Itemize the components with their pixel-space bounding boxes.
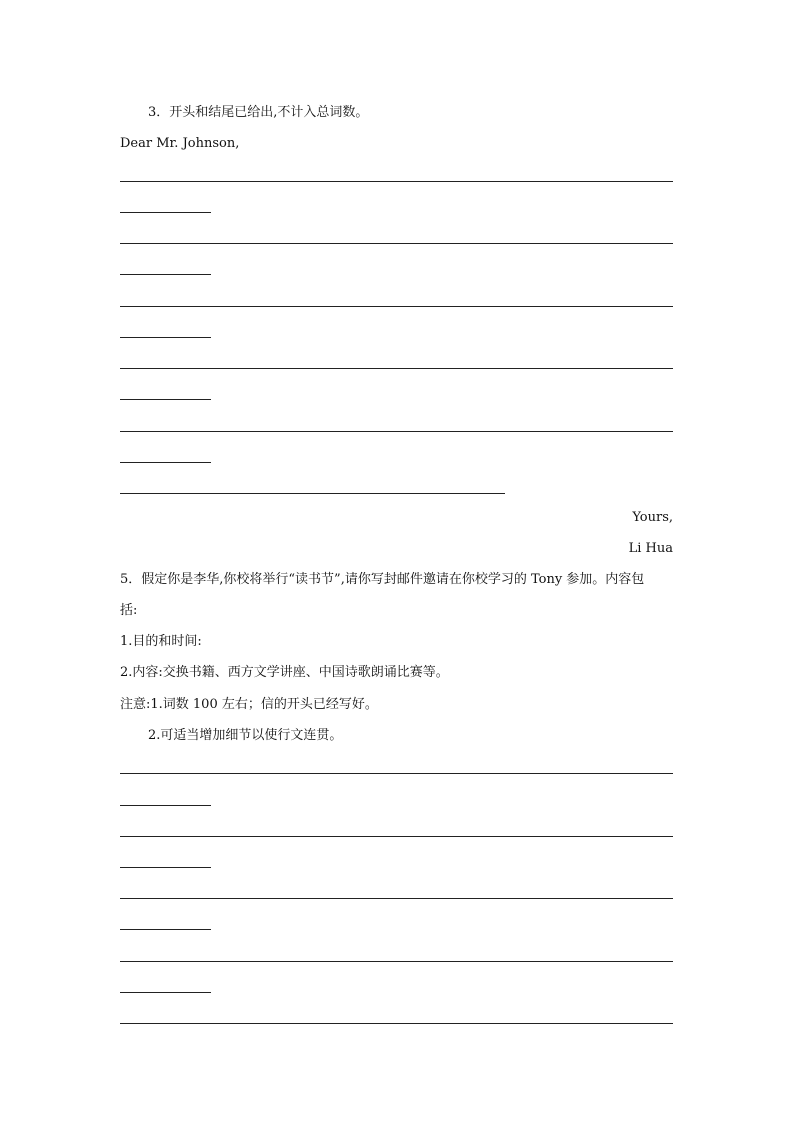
attention-note-1: 注意:1.词数 100 左右；信的开头已经写好。 bbox=[120, 697, 378, 712]
answer-line bbox=[120, 431, 673, 432]
answer-line bbox=[120, 773, 673, 774]
question-5-prompt-cont: 括: bbox=[120, 603, 138, 618]
answer-line bbox=[120, 836, 673, 837]
letter-closing: Yours, bbox=[632, 510, 673, 525]
answer-line-short bbox=[120, 992, 211, 993]
answer-line bbox=[120, 306, 673, 307]
letter-signature: Li Hua bbox=[628, 541, 673, 556]
content-item-1: 1.目的和时间: bbox=[120, 634, 202, 649]
answer-line bbox=[120, 243, 673, 244]
answer-line-short bbox=[120, 867, 211, 868]
attention-note-2: 2.可适当增加细节以使行文连贯。 bbox=[148, 728, 343, 743]
answer-line bbox=[120, 898, 673, 899]
answer-line-short bbox=[120, 212, 211, 213]
answer-line-short bbox=[120, 274, 211, 275]
answer-line-short bbox=[120, 399, 211, 400]
answer-line-short bbox=[120, 929, 211, 930]
instruction-note-3: 3．开头和结尾已给出,不计入总词数。 bbox=[148, 105, 369, 120]
content-item-2: 2.内容:交换书籍、西方文学讲座、中国诗歌朗诵比赛等。 bbox=[120, 665, 449, 680]
answer-line bbox=[120, 1023, 673, 1024]
letter-salutation: Dear Mr. Johnson, bbox=[120, 136, 240, 151]
question-5-prompt: 5．假定你是李华,你校将举行“读书节”,请你写封邮件邀请在你校学习的 Tony 参加。内容包 bbox=[120, 572, 645, 587]
answer-line bbox=[120, 181, 673, 182]
answer-line-short bbox=[120, 805, 211, 806]
answer-line bbox=[120, 368, 673, 369]
answer-line-short bbox=[120, 337, 211, 338]
answer-line-medium bbox=[120, 493, 505, 494]
answer-line-short bbox=[120, 462, 211, 463]
answer-line bbox=[120, 961, 673, 962]
